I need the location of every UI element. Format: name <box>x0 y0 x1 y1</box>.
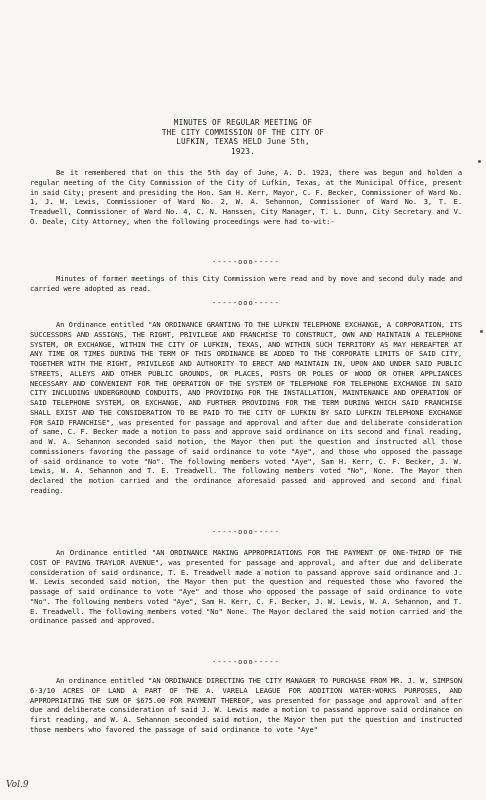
header-line-1: MINUTES OF REGULAR MEETING OF <box>173 118 313 127</box>
header-line-2: THE CITY COMMISSION OF THE CITY OF <box>161 127 325 137</box>
minutes-header <box>0 118 486 156</box>
telephone-ordinance-paragraph: An Ordinance entitled "AN ORDINANCE GRANTING TO THE LUFKIN TELEPHONE EXCHANGE, A CORPORATION, ITS SUCCESSORS AND ASSIGNS, THE RIGHT, PRIVILEGE AND FRANCHISE TO CONSTRUCT, OWN AND MAINTAIN A TELEPHONE SYSTEM, OR EXCHANGE, WITHIN THE CITY OF LUFKIN, TEXAS, AND WITHIN SUCH TERRITORY AS MAY HEREAFTER AT ANY TIME OR TIMES DURING THE TERM OF THIS ORDINANCE BE ADDED TO THE CORPORATE LIMITS OF SAID CITY, TOGETHER WITH THE RIGHT, PRIVILEGE AND AUTHORITY TO ERECT AND MAINTAIN IN, UPON AND UNDER SAID PUBLIC STREETS, ALLEYS AND OTHER PUBLIC GROUNDS, OR PLACES, POSTS OR POLES OF WOOD OR OTHER APPLIANCES NECESSARY AND CONVENIENT FOR THE OPERATION OF THE SYSTEM OF TELEPHONE FOR TELEPHONE EXCHANGE IN SAID CITY INCLUDING UNDERGROUND CONDUITS, AND PROVIDING FOR THE INSTALLATION, MAINTENANCE AND OPERATION OF SAID TELEPHONE SYSTEM, OR EXCHANGE, AND FURTHER PROVIDING FOR THE TERM DURING WHICH SAID FRANCHISE SHALL EXIST AND THE CONSIDERATION TO BE PAID TO THE CITY OF LUFKIN BY SAID LUFKIN TELEPHONE EXCHANGE FOR SAID FRANCHISE", was presented for passage and approval and after due and deliberate consideration of same, C. F. Becker made a motion to pass and approve said ordinance on its second and final reading, and W. A. Sehannon seconded said motion, the Mayor then put the question and instructed all those commissioners favoring the passage of said ordinance to vote "Aye", and those who opposed the passage of said ordinance to vote "No". The following members voted "Aye", Sam H. Kerr, C. F. Becker, J. W. Lewis, W. A. Sehannon and T. E. Treadwell. The following members voted "No", None. The Mayor then declared the motion carried and the ordinance aforesaid passed and approved and second and final reading. <box>30 320 462 495</box>
scan-speck <box>480 330 483 333</box>
minutes-approval-paragraph: Minutes of former meetings of this City Commission were read and by move and second duly made and carried were adopted as read. <box>30 274 462 293</box>
margin-note: Vol.9 <box>6 780 29 790</box>
separator: -----ooo----- <box>212 299 280 307</box>
header-line-3: LUFKIN, TEXAS HELD June 5th, <box>176 137 310 147</box>
separator: -----ooo----- <box>212 658 280 666</box>
opening-paragraph: Be it remembered that on this the 5th day of June, A. D. 1923, there was begun and holden a regular meeting of the City Commission of the City of Lufkin, Texas, at the Municipal Office, present in said City; present and presiding the Hon. Sam H. Kerr, Mayor, C. F. Becker, Commissioner of Ward No. 1, J. W. Lewis, Commissioner of Ward No. 2, W. A. Sehannon, Commissioner of Ward No. 3, T. E. Treadwell, Commissioner of Ward No. 4, C. N. Hanssen, City Manager, T. L. Dunn, City Secretary and V. O. Deale, City Attorney, when the following proceedings were had to-wit:- <box>30 168 462 226</box>
paving-ordinance-paragraph: An Ordinance entitled "AN ORDINANCE MAKING APPROPRIATIONS FOR THE PAYMENT OF ONE-THIRD OF THE COST OF PAVING TRAYLOR AVENUE", was presented for passage and approval, and after due and deliberate consideration of said ordinance, T. E. Treadwell made a motion to passand approve said ordinance and J. W. Lewis seconded said motion, the Mayor then put the question and requested those who favored the passage of said ordinance to vote "Aye" and those who opposed the passage of said ordinance to vote "No". The following members voted "Aye", Sam H. Kerr, C. F. Becker, J. W. Lewis, W. A. Sehannon, and T. E. Treadwell. The following members voted "No" None. The Mayor declared the said motion carried and the ordinance passed and approved. <box>30 548 462 626</box>
header-line-4: 1923. <box>231 146 255 156</box>
separator: -----ooo----- <box>212 528 280 536</box>
separator: -----ooo----- <box>212 258 280 266</box>
scan-speck <box>478 160 481 163</box>
land-purchase-ordinance-paragraph: An ordinance entitled "AN ORDINANCE DIRECTING THE CITY MANAGER TO PURCHASE FROM MR. J. W. SIMPSON 6-3/10 ACRES OF LAND A PART OF THE A. VARELA LEAGUE FOR ADDITION WATER-WORKS PURPOSES, AND APPROPRIATING THE SUM OF $675.00 FOR PAYMENT THEREOF, was presented for passage and approval and after due and deliberate consideration of said J. W. Lewis made a motion to passand approve said ordinance on first reading, and W. A. Sehannon seconded said motion, the Mayor then put the question and instructed those members who favored the passage of said ordinance to vote "Aye" <box>30 676 462 734</box>
